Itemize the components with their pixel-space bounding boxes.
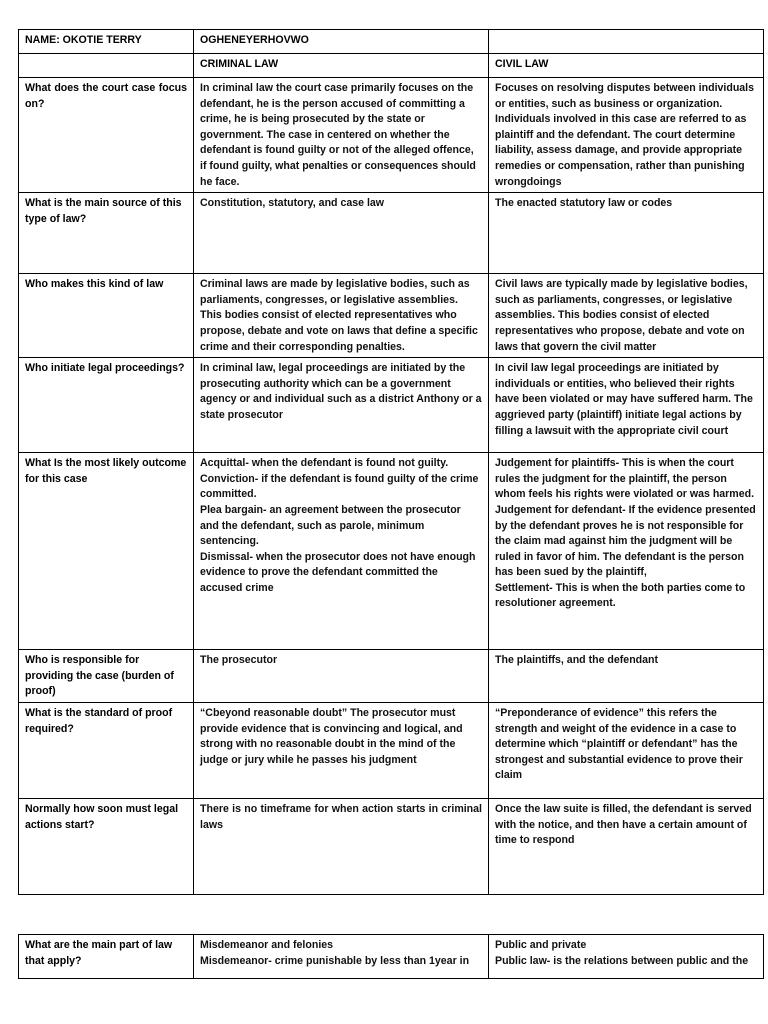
blank-header-cell <box>19 54 194 78</box>
second-table <box>18 934 764 979</box>
criminal-answer: In criminal law the court case primarily focuses on the defendant, he is the person accused of committing a crime, he is being prosecuted by the state or government. The case in centered on whether the defendant is found guilty or not of the alleged offence, if found guilty, what penalties or consequences should he face. <box>194 78 489 193</box>
table-row <box>19 453 764 650</box>
criminal-answer: “Cbeyond reasonable doubt” The prosecutor must provide evidence that is convincing and logical, and strong with no reasonable doubt in the mind of the judge or jury while he passes his judgment <box>194 702 489 798</box>
civil-answer: The enacted statutory law or codes <box>489 193 764 274</box>
table-row <box>19 702 764 798</box>
table-row <box>19 650 764 703</box>
table-row <box>19 935 764 979</box>
civil-answer: In civil law legal proceedings are initiated by individuals or entities, who believed their rights have been violated or may have suffered harm. The aggrieved party (plaintiff) initiate legal actions by filling a lawsuit with the appropriate civil court <box>489 358 764 453</box>
table-row <box>19 274 764 358</box>
criminal-answer: The prosecutor <box>194 650 489 703</box>
civil-law-header: CIVIL LAW <box>489 54 764 78</box>
question-cell: Who makes this kind of law <box>19 274 194 358</box>
column-header-row <box>19 54 764 78</box>
name-value: OGHENEYERHOVWO <box>194 30 489 54</box>
criminal-law-header: CRIMINAL LAW <box>194 54 489 78</box>
civil-answer: “Preponderance of evidence” this refers the strength and weight of the evidence in a case to determine which “plaintiff or defendant” has the strongest and substantial evidence to prove their claim <box>489 702 764 798</box>
civil-answer: Focuses on resolving disputes between individuals or entities, such as business or organization. Individuals involved in this case are referred to as plaintiff and the defendant. The court determine liability, assess damage, and provide appropriate remedies or compensation, rather than punishing wrongdoings <box>489 78 764 193</box>
question-cell: What are the main part of law that apply? <box>19 935 194 979</box>
table-row <box>19 798 764 894</box>
criminal-answer: Criminal laws are made by legislative bodies, such as parliaments, congresses, or legislative assemblies. This bodies consist of elected representatives who propose, debate and vote on laws that define a specific crime and their corresponding penalties. <box>194 274 489 358</box>
name-row <box>19 30 764 54</box>
question-cell: Normally how soon must legal actions start? <box>19 798 194 894</box>
criminal-answer: Misdemeanor and felonies Misdemeanor- crime punishable by less than 1year in <box>194 935 489 979</box>
civil-answer: The plaintiffs, and the defendant <box>489 650 764 703</box>
table-row <box>19 78 764 193</box>
blank-cell <box>489 30 764 54</box>
criminal-answer: There is no timeframe for when action starts in criminal laws <box>194 798 489 894</box>
question-cell: Who initiate legal proceedings? <box>19 358 194 453</box>
criminal-answer: Constitution, statutory, and case law <box>194 193 489 274</box>
civil-answer: Public and private Public law- is the relations between public and the <box>489 935 764 979</box>
question-cell: What Is the most likely outcome for this case <box>19 453 194 650</box>
question-cell: Who is responsible for providing the case (burden of proof) <box>19 650 194 703</box>
criminal-answer: In criminal law, legal proceedings are initiated by the prosecuting authority which can be a government agency or and individual such as a district Anthony or a state prosecutor <box>194 358 489 453</box>
comparison-table <box>18 29 764 895</box>
question-cell: What is the main source of this type of law? <box>19 193 194 274</box>
question-cell: What is the standard of proof required? <box>19 702 194 798</box>
table-row <box>19 193 764 274</box>
name-label: NAME: OKOTIE TERRY <box>19 30 194 54</box>
table-row <box>19 358 764 453</box>
civil-answer: Once the law suite is filled, the defendant is served with the notice, and then have a certain amount of time to respond <box>489 798 764 894</box>
civil-answer: Civil laws are typically made by legislative bodies, such as parliaments, congresses, or legislative assemblies. This bodies consist of elected representatives who propose, debate and vote on laws that govern the civil matter <box>489 274 764 358</box>
civil-answer: Judgement for plaintiffs- This is when the court rules the judgment for the plaintiff, the person whom feels his rights were violated or was harmed. Judgement for defendant- If the evidence presented by the defendant proves he is not responsible for the claim mad against him the judgment will be ruled in favor of him. The defendant is the person has been sued by the plaintiff, Settlement- This is when the both parties come to resolutioner agreement. <box>489 453 764 650</box>
criminal-answer: Acquittal- when the defendant is found not guilty. Conviction- if the defendant is found guilty of the crime committed. Plea bargain- an agreement between the prosecutor and the defendant, such as parole, minimum sentencing. Dismissal- when the prosecutor does not have enough evidence to prove the defendant committed the accused crime <box>194 453 489 650</box>
question-cell: What does the court case focus on? <box>19 78 194 193</box>
